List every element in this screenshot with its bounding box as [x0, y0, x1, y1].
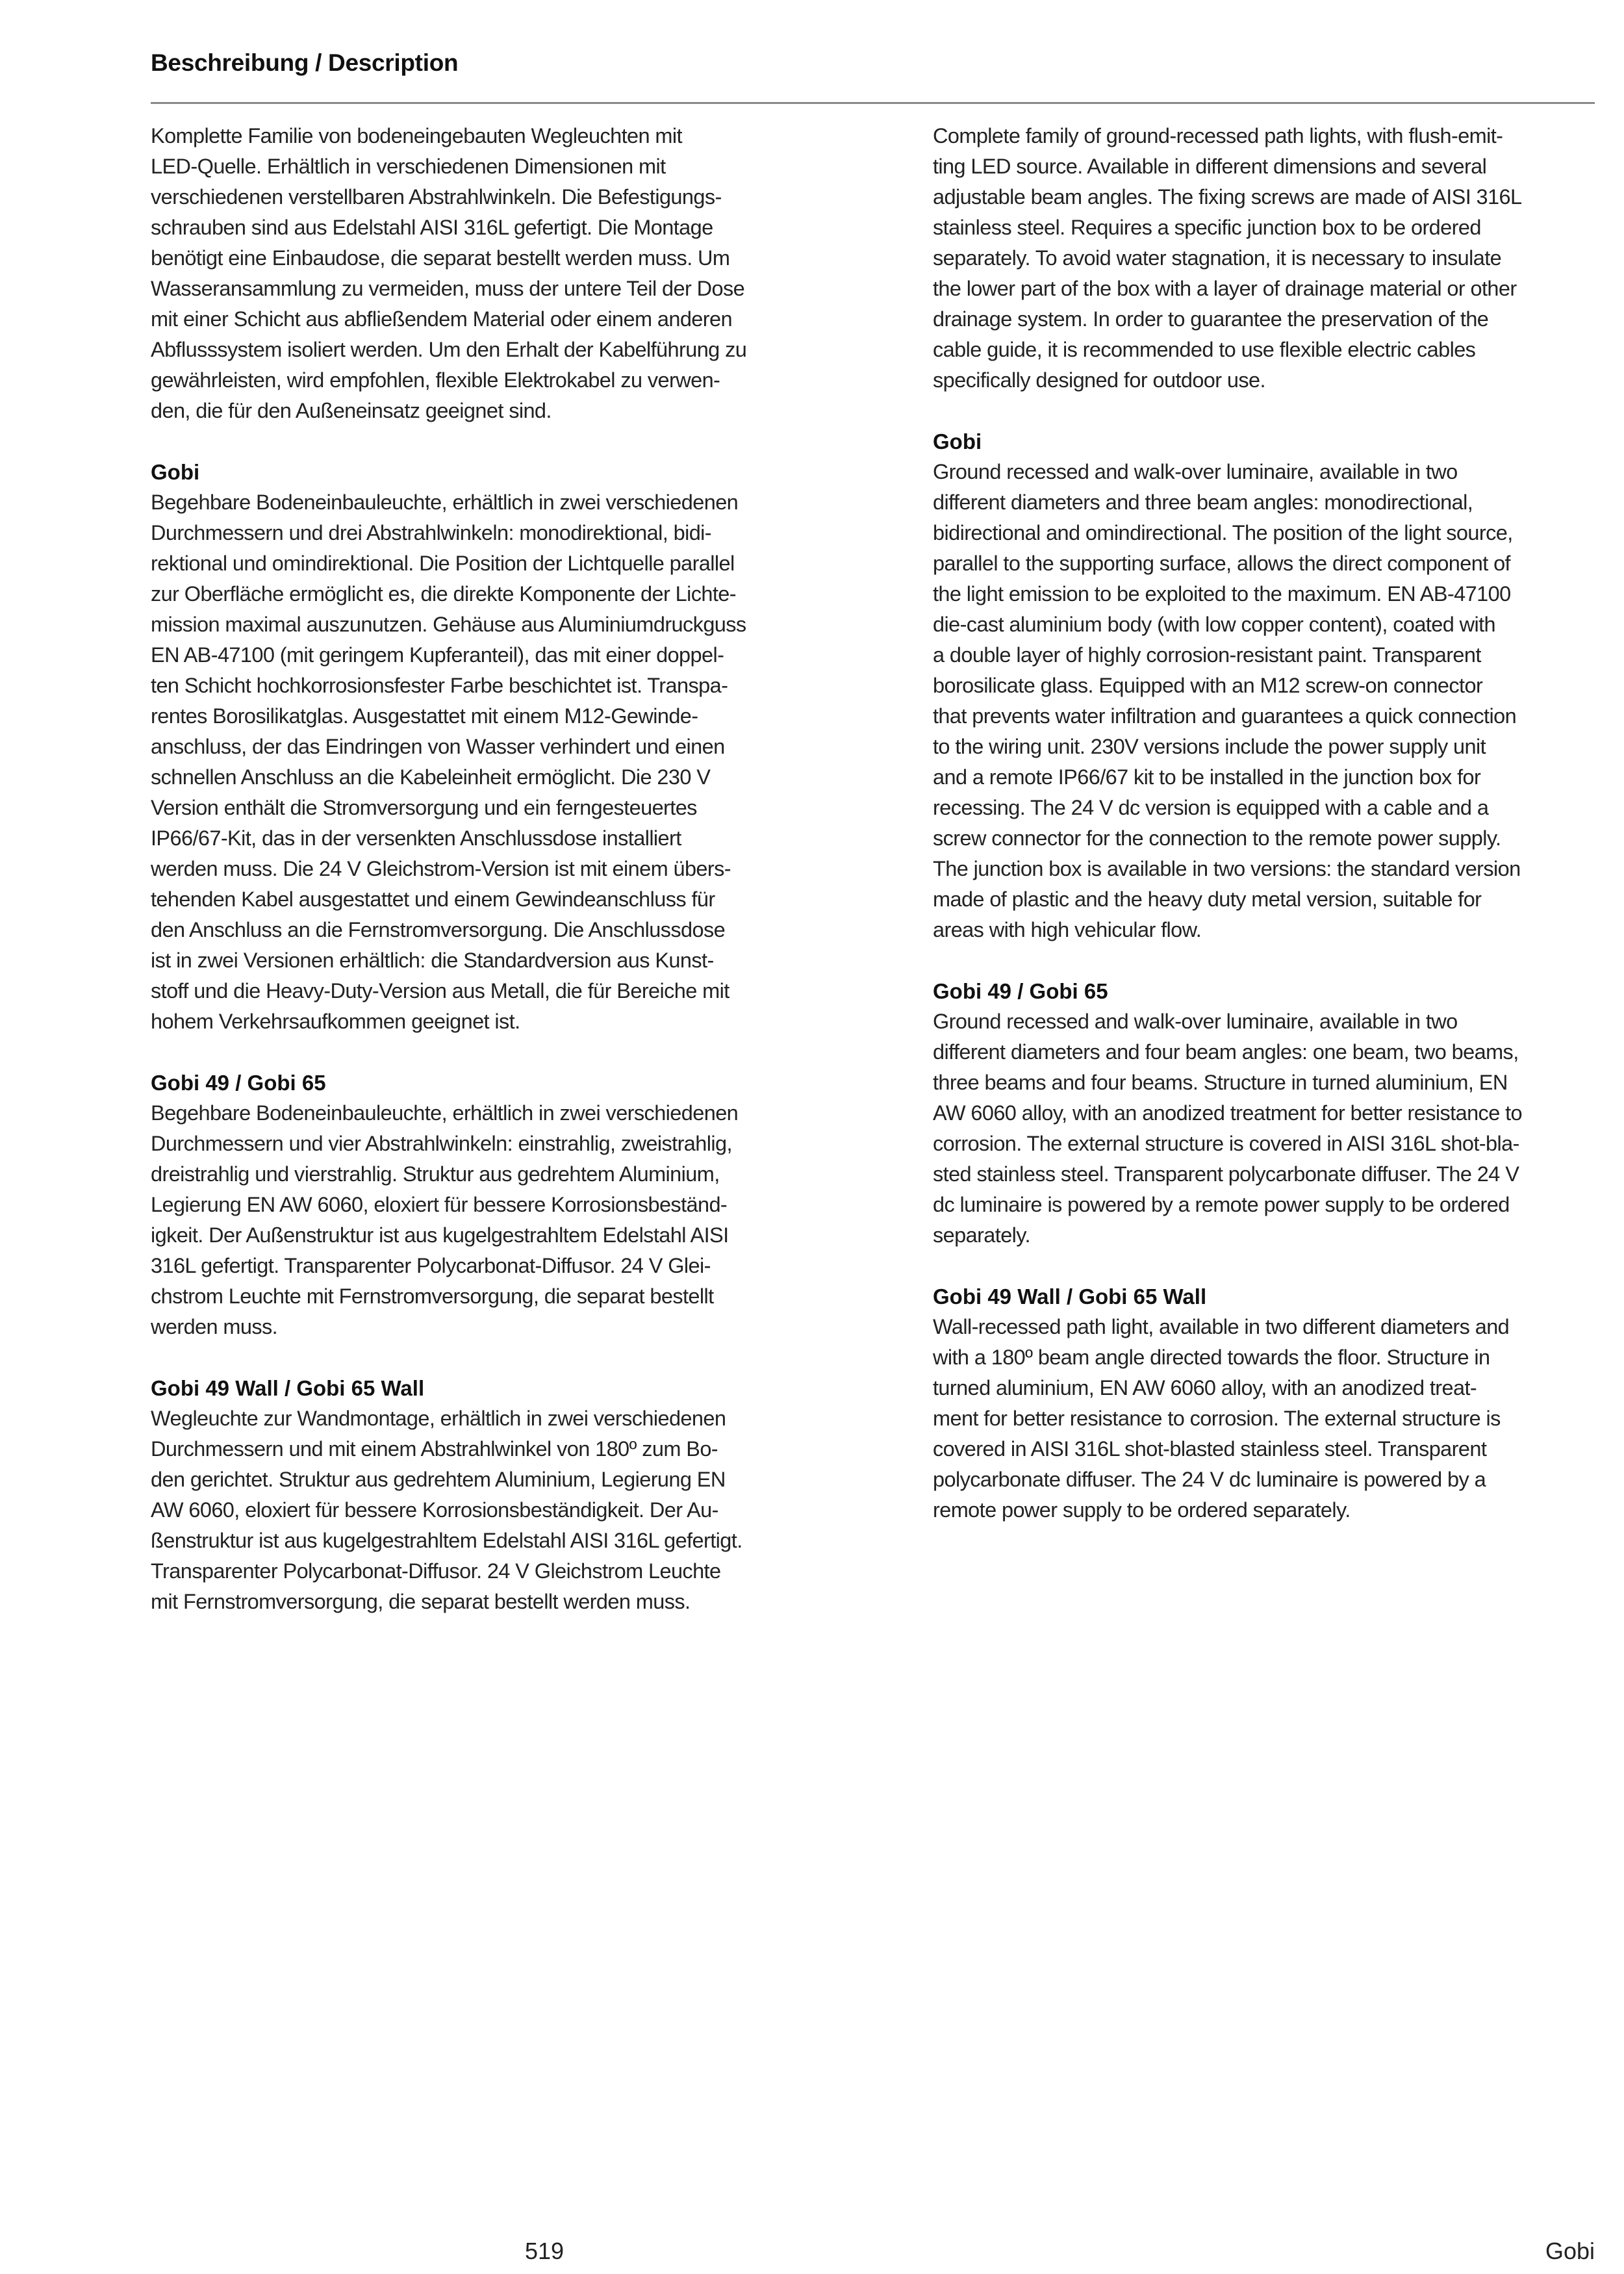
intro-text: Komplette Familie von bodeneingebauten Wegleuchten mit LED-Quelle. Erhältlich in verschiedenen Dimensionen mit verschiedenen verstellbaren Abstrahlwinkeln. Die Befestigungs- schrauben sind aus Edelstahl AISI 316L gefertigt. Die Montage benötigt eine Einbaudose, die separat bestellt werden muss. Um Wasseransammlung zu vermeiden, muss der untere Teil der Dose mit einer Schicht aus abfließendem Material oder einem anderen Abflusssystem isoliert werden. Um den Erhalt der Kabelführung zu gewährleisten, wird empfohlen, flexible Elektrokabel zu verwen- den, die für den Außeneinsatz geeignet sind. — [151, 124, 747, 422]
section-heading: Gobi 49 / Gobi 65 — [151, 1071, 326, 1095]
header-divider — [151, 102, 1595, 104]
section-gobi-wall-de — [151, 1373, 826, 1617]
section-heading: Gobi 49 Wall / Gobi 65 Wall — [151, 1376, 425, 1400]
section-heading: Gobi — [933, 429, 982, 454]
intro-text: Complete family of ground-recessed path lights, with flush-emit- ting LED source. Available in different dimensions and several adjustable beam angles. The fixing screws are made of AISI 316L stainless steel. Requires a specific junction box to be ordered separately. To avoid water stagnation, it is necessary to insulate the lower part of the box with a layer of drainage material or other drainage system. In order to guarantee the preservation of the cable guide, it is recommended to use flexible electric cables specifically designed for outdoor use. — [933, 124, 1522, 392]
section-text: Wall-recessed path light, available in two different diameters and with a 180º beam angle directed towards the floor. Structure in turned aluminium, EN AW 6060 alloy, with an anodized treat- ment for better resistance to corrosion. The external structure is covered in AISI 316L shot-blasted stainless steel. Transparent polycarbonate diffuser. The 24 V dc luminaire is powered by a remote power supply to be ordered separately. — [933, 1315, 1510, 1522]
section-gobi-de — [151, 457, 826, 1037]
section-gobi-en — [933, 426, 1608, 945]
section-heading: Gobi — [151, 460, 200, 484]
intro-en — [933, 121, 1608, 396]
footer-product-name: Gobi — [1545, 2238, 1595, 2264]
section-text: Ground recessed and walk-over luminaire, available in two different diameters and three beam angles: monodirectional, bidirectional and omindirectional. The position of the light source, parallel to the supporting surface, allows the direct component of the light emission to be exploited to the maximum. EN AB-47100 die-cast aluminium body (with low copper content), coated with a double layer of highly corrosion-resistant paint. Transparent borosilicate glass. Equipped with an M12 screw-on connector that prevents water infiltration and guarantees a quick connection to the wiring unit. 230V versions include the power supply unit and a remote IP66/67 kit to be installed in the junction box for recessing. The 24 V dc version is equipped with a cable and a screw connector for the connection to the remote power supply. The junction box is available in two versions: the standard version made of plastic and the heavy duty metal version, suitable for areas with high vehicular flow. — [933, 460, 1521, 941]
section-text: Ground recessed and walk-over luminaire, available in two different diameters and four beam angles: one beam, two beams, three beams and four beams. Structure in turned aluminium, EN AW 6060 alloy, with an anodized treatment for better resistance to corrosion. The external structure is covered in AISI 316L shot-bla- sted stainless steel. Transparent polycarbonate diffuser. The 24 V dc luminaire is powered by a remote power supply to be ordered separately. — [933, 1010, 1523, 1247]
page-number: 519 — [525, 2238, 565, 2264]
section-heading: Gobi 49 / Gobi 65 — [933, 979, 1108, 1003]
section-gobi-49-65-de — [151, 1067, 826, 1342]
section-gobi-49-65-en — [933, 976, 1608, 1251]
section-gobi-wall-en — [933, 1281, 1608, 1526]
page-title: Beschreibung / Description — [151, 49, 459, 76]
german-column — [151, 121, 826, 1648]
english-column — [933, 121, 1608, 1556]
intro-de — [151, 121, 826, 426]
section-text: Wegleuchte zur Wandmontage, erhältlich in zwei verschiedenen Durchmessern und mit einem Abstrahlwinkel von 180º zum Bo- den gerichtet. Struktur aus gedrehtem Aluminium, Legierung EN AW 6060, eloxiert für bessere Korrosionsbeständigkeit. Der Au- ßenstruktur ist aus kugelgestrahltem Edelstahl AISI 316L gefertigt. Transparenter Polycarbonat-Diffusor. 24 V Gleichstrom Leuchte mit Fernstromversorgung, die separat bestellt werden muss. — [151, 1407, 742, 1613]
section-text: Begehbare Bodeneinbauleuchte, erhältlich in zwei verschiedenen Durchmessern und drei Abstrahlwinkeln: monodirektional, bidi- rektional und omindirektional. Die Position der Lichtquelle parallel zur Oberfläche ermöglicht es, die direkte Komponente der Lichte- mission maximal auszunutzen. Gehäuse aus Aluminiumdruckguss EN AB-47100 (mit geringem Kupferanteil), das mit einer doppel- ten Schicht hochkorrosionsfester Farbe beschichtet ist. Transpa- rentes Borosilikatglas. Ausgestattet mit einem M12-Gewinde- anschluss, der das Eindringen von Wasser verhindert und einen schnellen Anschluss an die Kabeleinheit ermöglicht. Die 230 V Version enthält die Stromversorgung und ein ferngesteuertes IP66/67-Kit, das in der versenkten Anschlussdose installiert werden muss. Die 24 V Gleichstrom-Version ist mit einem übers- tehenden Kabel ausgestattet und einem Gewindeanschluss für den Anschluss an die Fernstromversorgung. Die Anschlussdose ist in zwei Versionen erhältlich: die Standardversion aus Kunst- stoff und die Heavy-Duty-Version aus Metall, die für Bereiche mit hohem Verkehrsaufkommen geeignet ist. — [151, 491, 746, 1033]
section-text: Begehbare Bodeneinbauleuchte, erhältlich in zwei verschiedenen Durchmessern und vier Abstrahlwinkeln: einstrahlig, zweistrahlig, dreistrahlig und vierstrahlig. Struktur aus gedrehtem Aluminium, Legierung EN AW 6060, eloxiert für bessere Korrosionsbeständ- igkeit. Der Außenstruktur ist aus kugelgestrahltem Edelstahl AISI 316L gefertigt. Transparenter Polycarbonat-Diffusor. 24 V Glei- chstrom Leuchte mit Fernstromversorgung, die separat bestellt werden muss. — [151, 1101, 739, 1338]
section-heading: Gobi 49 Wall / Gobi 65 Wall — [933, 1284, 1207, 1309]
